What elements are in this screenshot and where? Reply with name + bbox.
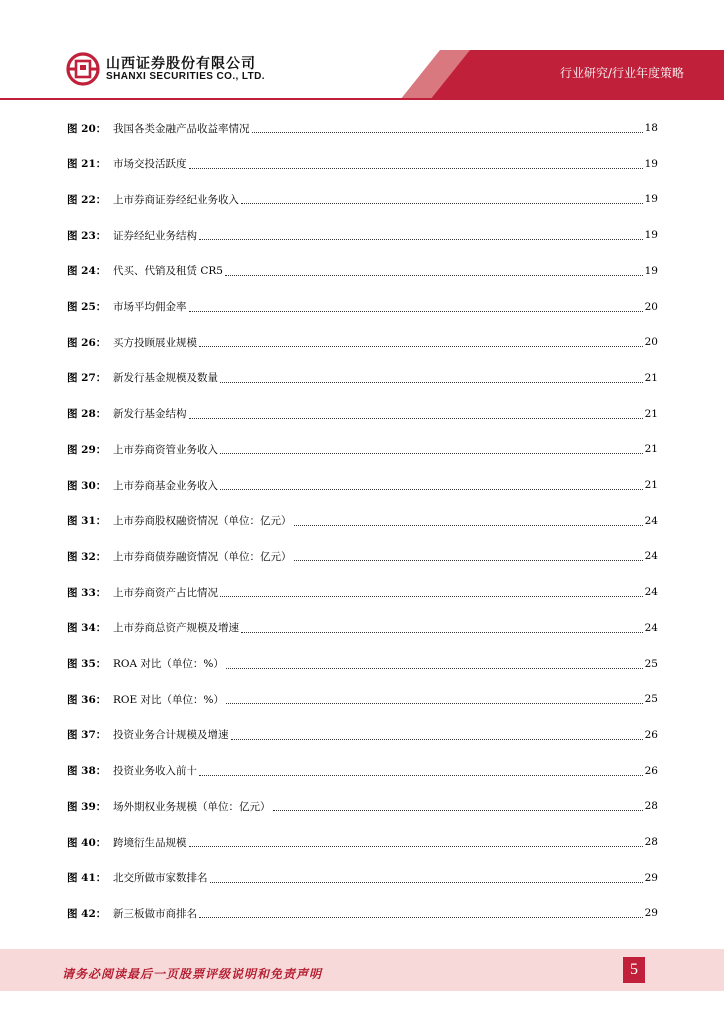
dot-leader: [189, 310, 643, 312]
figure-title: 上市券商股权融资情况（单位：亿元）: [113, 515, 292, 528]
figure-page-number: 21: [644, 479, 658, 491]
toc-entry[interactable]: [67, 618, 658, 638]
report-category: 行业研究/行业年度策略: [559, 66, 684, 80]
page-number: 5: [623, 957, 645, 983]
toc-entry[interactable]: [67, 368, 658, 388]
figure-page-number: 25: [644, 657, 658, 670]
figure-title: 买方投顾展业规模: [113, 336, 197, 349]
dot-leader: [189, 417, 643, 419]
toc-entry[interactable]: [67, 546, 658, 566]
figure-title: 上市券商证券经纪业务收入: [113, 193, 239, 206]
dot-leader: [241, 631, 643, 633]
dot-leader: [273, 809, 643, 811]
figure-page-number: 26: [644, 728, 658, 741]
figure-title: 上市券商基金业务收入: [113, 479, 218, 492]
figure-number: 图 24：: [67, 265, 107, 278]
figure-page-number: 29: [644, 907, 658, 920]
dot-leader: [220, 452, 643, 454]
figure-title: 新发行基金结构: [113, 408, 187, 421]
figure-number: 图 28：: [67, 408, 107, 421]
dot-leader: [220, 381, 643, 383]
toc-entry[interactable]: [67, 404, 658, 424]
figure-page-number: 28: [644, 800, 658, 813]
figure-number: 图 39：: [67, 800, 107, 813]
figure-number: 图 23：: [67, 229, 107, 242]
dot-leader: [220, 595, 643, 597]
figure-title: 证券经纪业务结构: [113, 229, 197, 242]
figure-number: 图 22：: [67, 193, 107, 206]
dot-leader: [225, 274, 643, 276]
toc-entry[interactable]: [67, 725, 658, 745]
figure-page-number: 24: [644, 550, 658, 563]
toc-entry[interactable]: [67, 118, 658, 138]
toc-entry[interactable]: [67, 654, 658, 674]
toc-entry[interactable]: [67, 582, 658, 602]
figure-page-number: 18: [644, 122, 658, 134]
disclaimer-text: 请务必阅读最后一页股票评级说明和免责声明: [62, 967, 323, 981]
dot-leader: [241, 202, 643, 204]
figure-page-number: 24: [644, 621, 658, 634]
dot-leader: [189, 167, 643, 169]
dot-leader: [189, 845, 643, 847]
figure-title: 场外期权业务规模（单位：亿元）: [113, 800, 271, 813]
toc-entry[interactable]: [67, 868, 658, 888]
figure-number: 图 27：: [67, 372, 107, 385]
figure-page-number: 21: [644, 371, 658, 384]
figure-number: 图 40：: [67, 836, 107, 849]
figure-number: 图 36：: [67, 693, 107, 706]
toc-entry[interactable]: [67, 439, 658, 459]
toc-entry[interactable]: [67, 689, 658, 709]
dot-leader: [226, 702, 643, 704]
figure-number: 图 42：: [67, 907, 107, 920]
dot-leader: [252, 131, 643, 133]
figure-page-number: 21: [644, 407, 658, 420]
figure-title: 市场交投活跃度: [113, 158, 187, 171]
figure-title: 上市券商资管业务收入: [113, 443, 218, 456]
figure-number: 图 20：: [67, 122, 107, 135]
dot-leader: [220, 488, 643, 490]
figure-title: ROA 对比（单位：%）: [113, 658, 224, 670]
figure-page-number: 20: [644, 336, 658, 349]
dot-leader: [199, 238, 643, 240]
toc-entry[interactable]: [67, 475, 658, 495]
toc-entry[interactable]: [67, 225, 658, 245]
company-name-cn: 山西证券股份有限公司: [106, 56, 256, 72]
figure-page-number: 26: [644, 764, 658, 777]
figure-page-number: 19: [644, 229, 658, 242]
toc-entry[interactable]: [67, 332, 658, 352]
figure-title: 上市券商资产占比情况: [113, 586, 218, 599]
figure-page-number: 19: [644, 264, 658, 277]
toc-entry[interactable]: [67, 189, 658, 209]
figure-number: 图 38：: [67, 765, 107, 778]
figure-page-number: 24: [644, 586, 658, 599]
dot-leader: [199, 345, 643, 347]
figure-page-number: 20: [644, 300, 658, 313]
dot-leader: [226, 667, 643, 669]
figure-page-number: 25: [644, 693, 658, 706]
figure-number: 图 29：: [67, 443, 107, 456]
figure-page-number: 28: [644, 836, 658, 848]
figure-title: 跨境衍生品规模: [113, 836, 187, 849]
dot-leader: [294, 524, 643, 526]
toc-entry[interactable]: [67, 761, 658, 781]
toc-entry[interactable]: [67, 154, 658, 174]
figure-page-number: 29: [644, 871, 658, 884]
figure-title: 新发行基金规模及数量: [113, 372, 218, 385]
figure-number: 图 32：: [67, 550, 107, 563]
figure-number: 图 31：: [67, 515, 107, 528]
figure-title: 代买、代销及租赁 CR5: [113, 265, 223, 278]
figure-number: 图 35：: [67, 658, 107, 670]
dot-leader: [199, 774, 643, 776]
figure-title: ROE 对比（单位：%）: [113, 693, 224, 706]
figure-page-number: 19: [644, 193, 658, 206]
figure-number: 图 33：: [67, 586, 107, 599]
dot-leader: [210, 881, 643, 883]
toc-entry[interactable]: [67, 832, 658, 852]
figure-number: 图 25：: [67, 301, 107, 313]
page-header: [0, 0, 724, 100]
figure-number: 图 34：: [67, 622, 107, 635]
figure-title: 我国各类金融产品收益率情况: [113, 122, 250, 135]
figure-title: 上市券商总资产规模及增速: [113, 622, 239, 635]
toc-entry[interactable]: [67, 903, 658, 923]
toc-entry[interactable]: [67, 796, 658, 816]
figure-title: 北交所做市家数排名: [113, 872, 208, 885]
figure-number: 图 37：: [67, 729, 107, 742]
figure-title: 新三板做市商排名: [113, 907, 197, 920]
figure-page-number: 24: [644, 514, 658, 527]
figure-title: 市场平均佣金率: [113, 301, 187, 313]
figure-number: 图 41：: [67, 872, 107, 885]
figure-title: 投资业务收入前十: [113, 765, 197, 778]
dot-leader: [294, 559, 643, 561]
dot-leader: [231, 738, 643, 740]
figure-number: 图 26：: [67, 336, 107, 349]
company-name-en: SHANXI SECURITIES CO., LTD.: [106, 71, 265, 82]
dot-leader: [199, 916, 643, 918]
figure-title: 投资业务合计规模及增速: [113, 729, 229, 742]
toc-entry[interactable]: [67, 297, 658, 317]
figure-number: 图 30：: [67, 479, 107, 492]
toc-entry[interactable]: [67, 261, 658, 281]
figure-title: 上市券商债券融资情况（单位：亿元）: [113, 550, 292, 563]
figure-number: 图 21：: [67, 158, 107, 171]
figure-page-number: 19: [644, 157, 658, 170]
figure-page-number: 21: [644, 443, 658, 456]
toc-entry[interactable]: [67, 511, 658, 531]
